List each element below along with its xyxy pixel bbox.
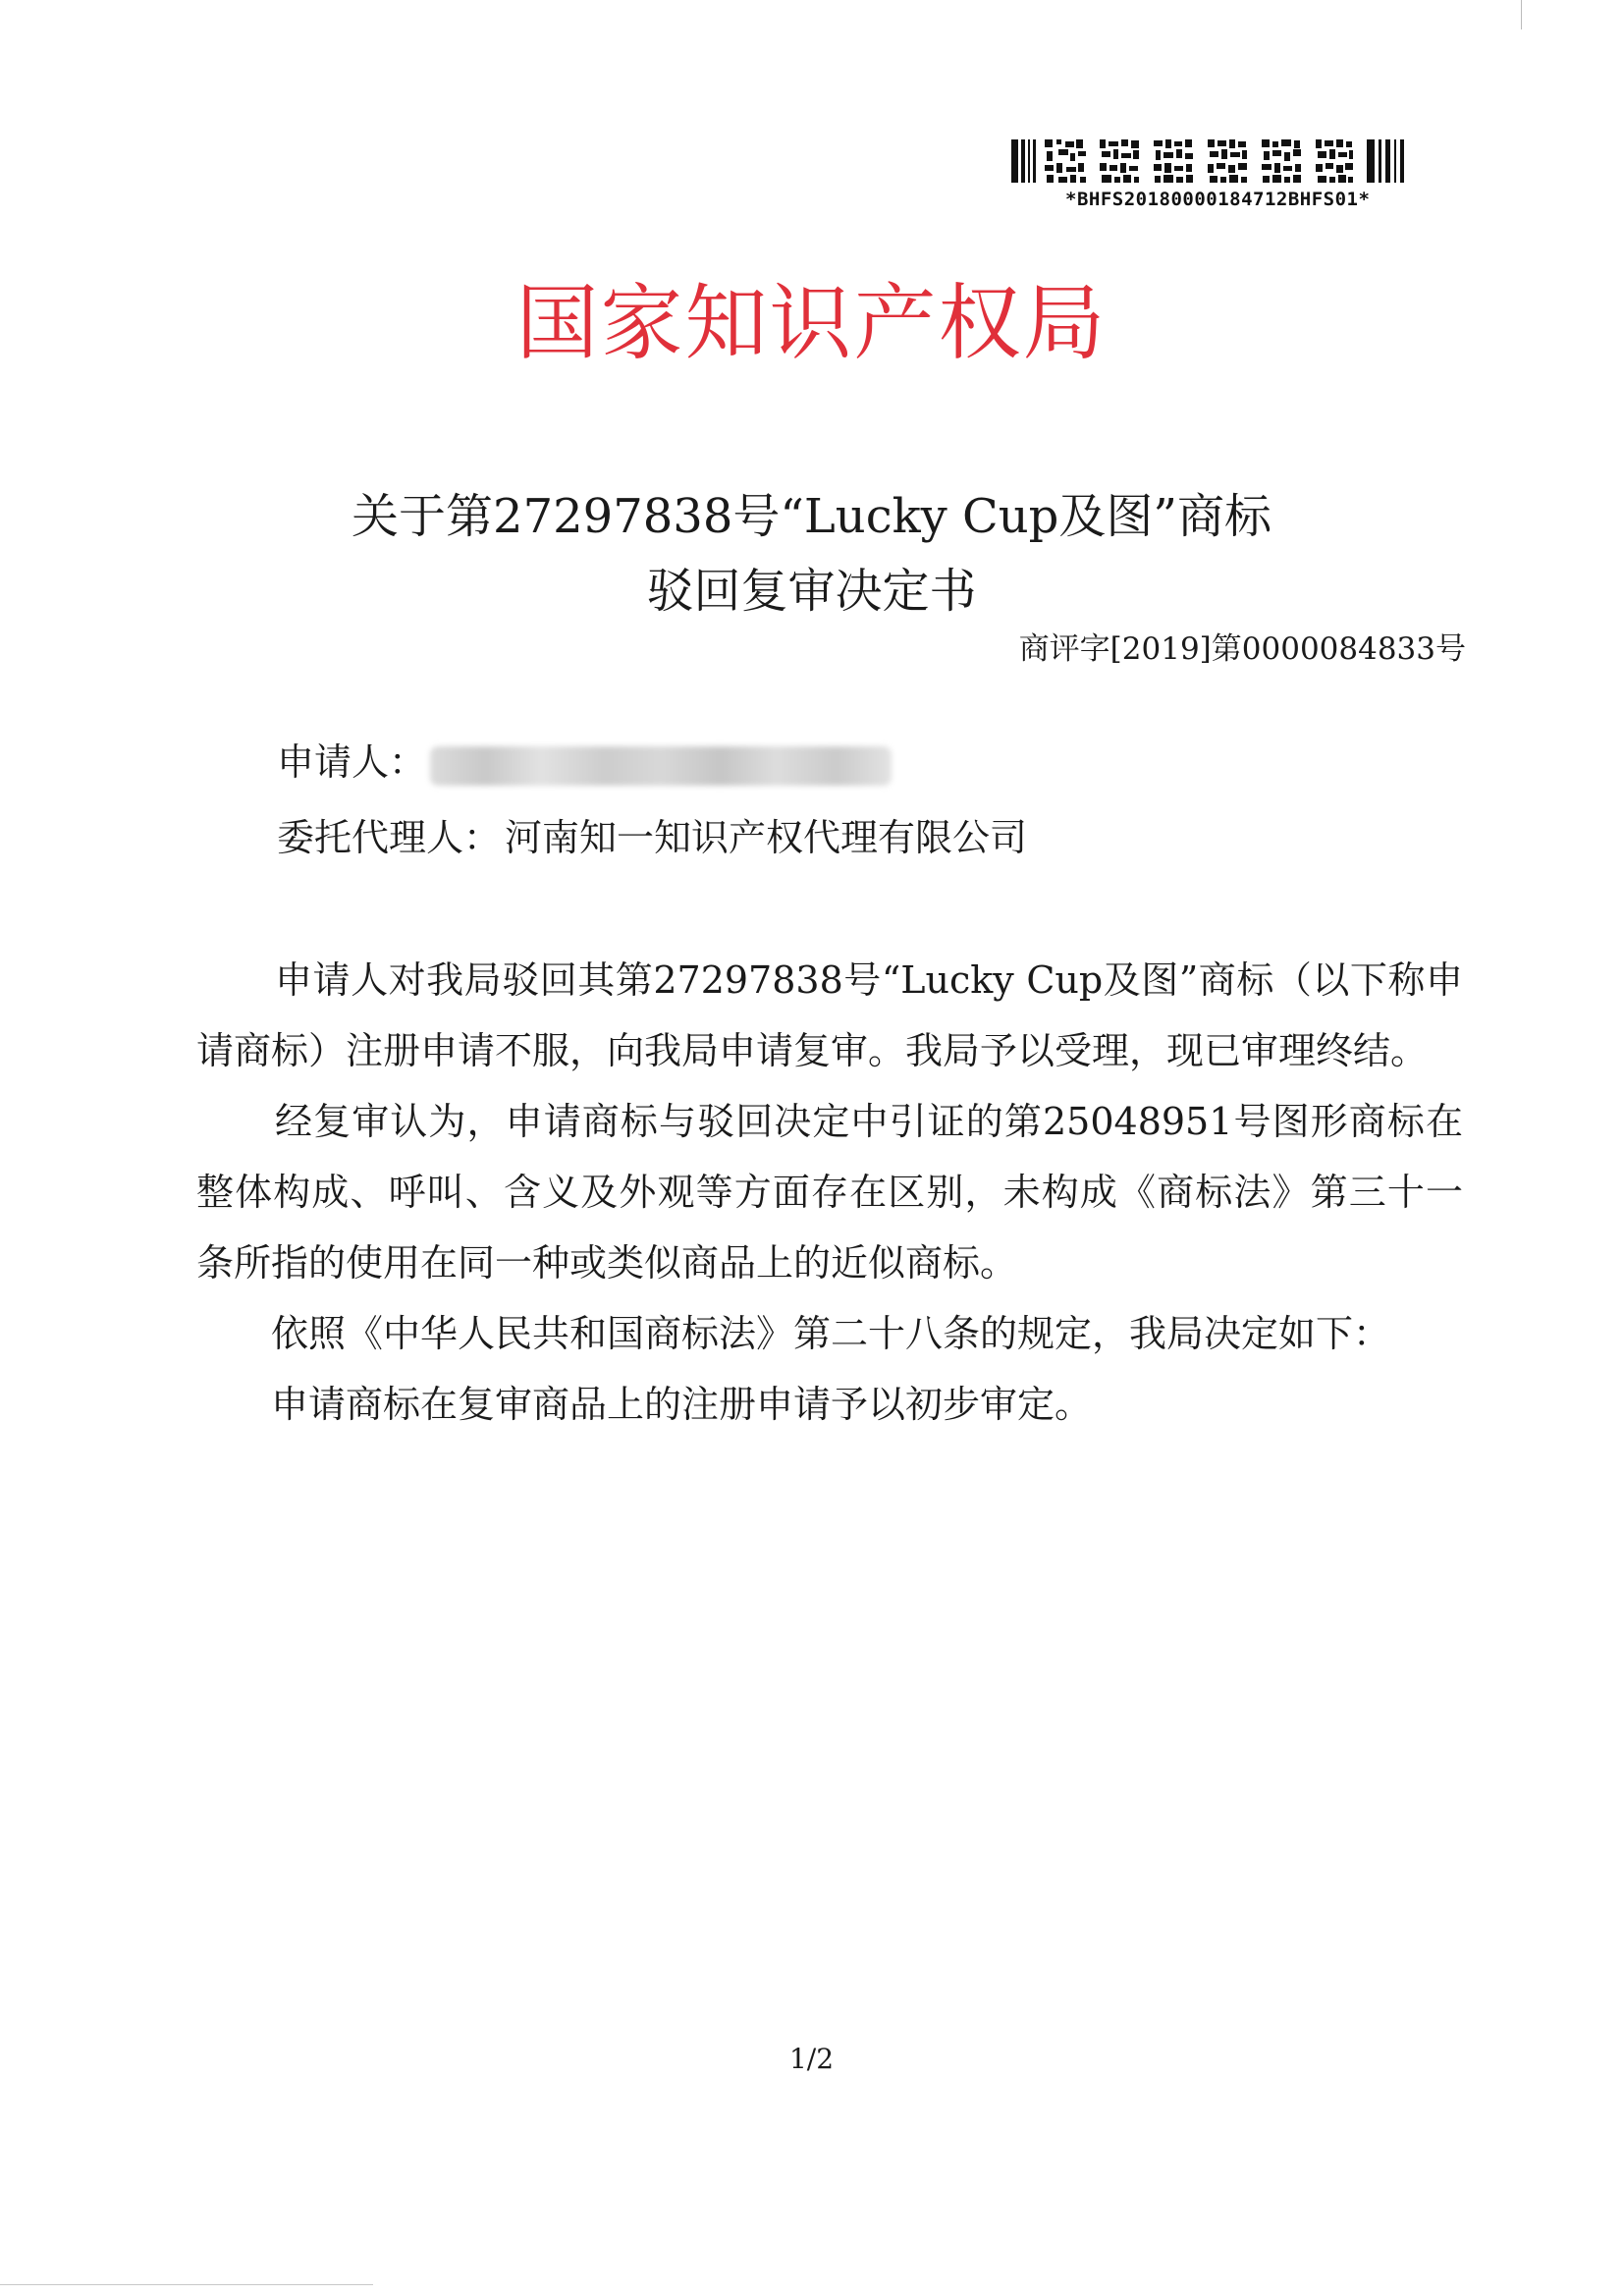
- agency-title: 国家知识产权局: [515, 275, 1108, 371]
- applicant-row: [277, 732, 892, 786]
- paragraph-background: 申请人对我局驳回其第27297838号“Lucky Cup及图”商标（以下称申请商标）注册申请不服，向我局申请复审。我局予以受理，现已审理终结。: [196, 958, 1463, 1072]
- decision-body: [196, 945, 1463, 1440]
- paragraph-reasoning: 经复审认为，申请商标与驳回决定中引证的第25048951号图形商标在整体构成、呼叫、含义及外观等方面存在区别，未构成《商标法》第三十一条所指的使用在同一种或类似商品上的近似商标。: [196, 1100, 1463, 1285]
- barcode-image: [1011, 137, 1414, 187]
- agent-name: 河南知一知识产权代理有限公司: [505, 816, 1028, 859]
- reference-number: 商评字[2019]第0000084833号: [1018, 631, 1466, 667]
- paragraph-legal-basis: 依照《中华人民共和国商标法》第二十八条的规定，我局决定如下：: [271, 1312, 1391, 1355]
- agent-label: 委托代理人：: [277, 816, 502, 859]
- document-title-line-2: 驳回复审决定书: [646, 564, 977, 619]
- document-title-line-1: 关于第27297838号“Lucky Cup及图”商标: [352, 489, 1271, 544]
- page-number: 1/2: [788, 2043, 835, 2075]
- paragraph-decision: 申请商标在复审商品上的注册申请予以初步审定。: [271, 1383, 1093, 1426]
- applicant-label: 申请人：: [277, 740, 427, 784]
- scan-edge-line: [1521, 0, 1522, 29]
- barcode-number: *BHFS20180000184712BHFS01*: [1065, 189, 1371, 210]
- agent-row: [277, 807, 1027, 861]
- scan-edge-line: [0, 2284, 373, 2285]
- document-title: [0, 479, 1623, 629]
- redacted-applicant-name: [430, 746, 892, 786]
